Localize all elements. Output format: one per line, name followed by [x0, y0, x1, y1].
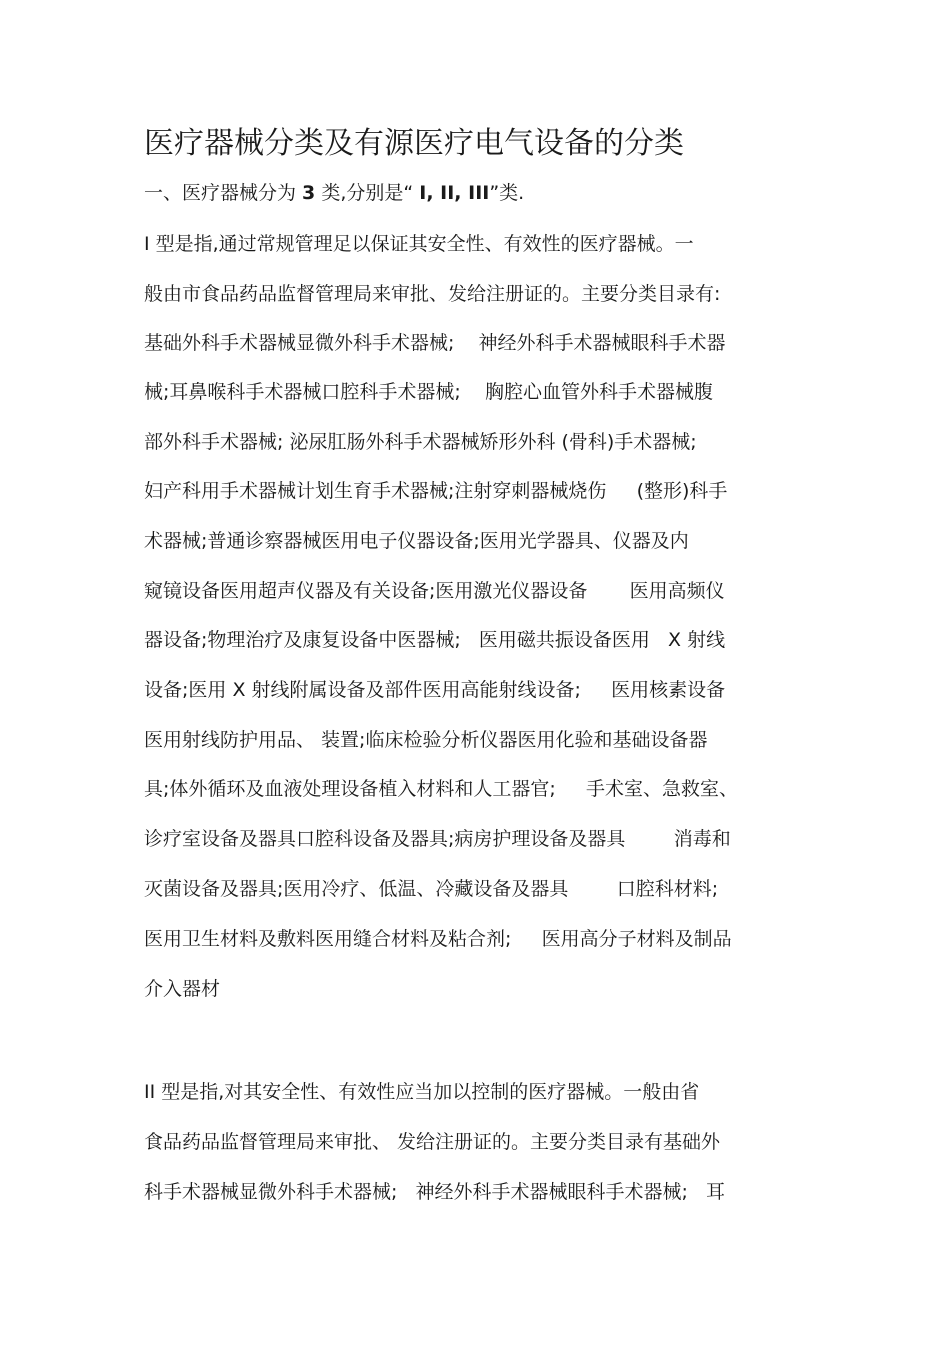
paragraph-line: 器设备;物理治疗及康复设备中医器械; 医用磁共振设备医用 X 射线: [144, 629, 726, 651]
paragraph-line: 部外科手术器械; 泌尿肛肠外科手术器械矫形外科 (骨科)手术器械;: [144, 431, 697, 453]
paragraph-line: II 型是指,对其安全性、有效性应当加以控制的医疗器械。一般由省: [144, 1081, 700, 1103]
summary-middle: 类,分别是“: [315, 182, 420, 204]
paragraph-line: 基础外科手术器械显微外科手术器械; 神经外科手术器械眼科手术器: [144, 332, 726, 354]
paragraph-line: 医用射线防护用品、 装置;临床检验分析仪器医用化验和基础设备器: [144, 729, 708, 751]
summary-prefix: 一、医疗器械分为: [144, 182, 303, 204]
paragraph-line: 般由市食品药品监督管理局来审批、发给注册证的。主要分类目录有:: [144, 283, 721, 305]
summary-suffix: ”类.: [489, 182, 525, 204]
paragraph-line: 食品药品监督管理局来审批、 发给注册证的。主要分类目录有基础外: [144, 1131, 721, 1153]
paragraph-line: 医用卫生材料及敷料医用缝合材料及粘合剂; 医用高分子材料及制品: [144, 928, 732, 950]
page-title: 医疗器械分类及有源医疗电气设备的分类: [144, 126, 684, 161]
paragraph-line: I 型是指,通过常规管理足以保证其安全性、有效性的医疗器械。一: [144, 233, 694, 255]
summary-classes: I, II, III: [419, 182, 490, 204]
paragraph-line: 具;体外循环及血液处理设备植入材料和人工器官; 手术室、急救室、: [144, 778, 739, 800]
paragraph-line: 术器械;普通诊察器械医用电子仪器设备;医用光学器具、仪器及内: [144, 530, 689, 552]
paragraph-line: 设备;医用 X 射线附属设备及部件医用高能射线设备; 医用核素设备: [144, 679, 726, 701]
classification-summary: [144, 178, 524, 208]
paragraph-line: 灭菌设备及器具;医用冷疗、低温、冷藏设备及器具 口腔科材料;: [144, 878, 719, 900]
paragraph-line: 械;耳鼻喉科手术器械口腔科手术器械; 胸腔心血管外科手术器械腹: [144, 381, 713, 403]
paragraph-line: 窥镜设备医用超声仪器及有关设备;医用激光仪器设备 医用高频仪: [144, 580, 725, 602]
paragraph-line: 科手术器械显微外科手术器械; 神经外科手术器械眼科手术器械; 耳: [144, 1181, 726, 1203]
paragraph-line: 妇产科用手术器械计划生育手术器械;注射穿刺器械烧伤 (整形)科手: [144, 480, 728, 502]
paragraph-line: 诊疗室设备及器具口腔科设备及器具;病房护理设备及器具 消毒和: [144, 828, 731, 850]
summary-count: 3: [302, 182, 316, 204]
paragraph-line: 介入器材: [144, 978, 221, 1000]
